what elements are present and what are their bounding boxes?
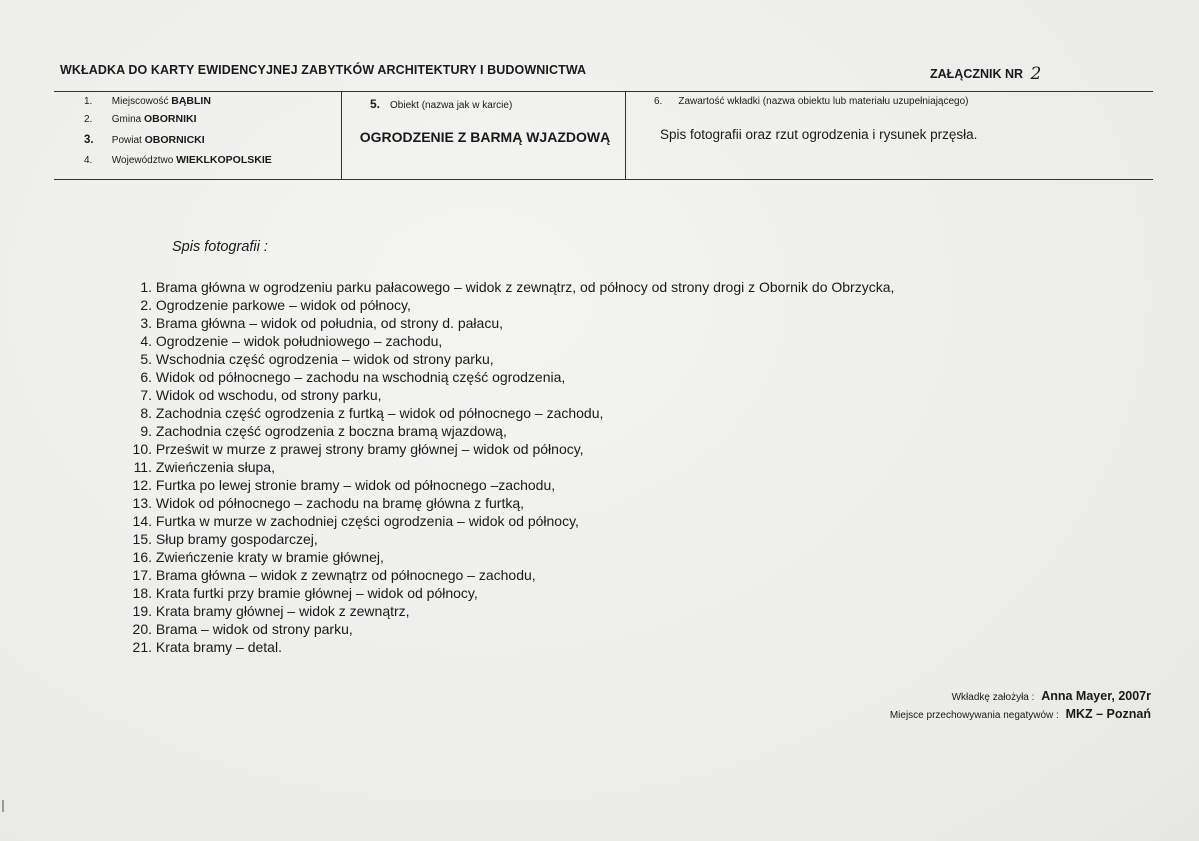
list-item: [116, 350, 1076, 368]
storage-label: Miejsce przechowywania negatywów :: [889, 710, 1059, 721]
list-item-text: Zachodnia część ogrodzenia z furtką – widok od północnego – zachodu,: [155, 405, 604, 421]
list-item-number: 2.: [140, 297, 152, 313]
list-item: [116, 278, 1076, 296]
field-label: Miejscowość: [111, 96, 169, 107]
list-item-number: 19.: [132, 603, 152, 619]
contents-value: Spis fotografii oraz rzut ogrodzenia i rysunek przęsła.: [660, 127, 978, 142]
attachment-label: [930, 63, 1041, 83]
list-item-text: Furtka po lewej stronie bramy – widok od północnego –zachodu,: [155, 477, 556, 493]
list-item-text: Widok od wschodu, od strony parku,: [155, 387, 382, 403]
list-item-text: Zachodnia część ogrodzenia z boczna bramą wjazdową,: [155, 423, 507, 439]
list-item-number: 8.: [140, 405, 152, 421]
list-item-text: Brama główna w ogrodzeniu parku pałacowego – widok z zewnątrz, od północy od strony drogi z Obornik do Obrzycka,: [155, 279, 895, 295]
list-item: [116, 602, 1076, 620]
list-item-text: Brama główna – widok z zewnątrz od północnego – zachodu,: [155, 567, 536, 583]
storage-value: MKZ – Poznań: [1065, 707, 1151, 721]
photo-list: [116, 278, 1076, 656]
contents-label: [654, 96, 969, 107]
list-item: [116, 314, 1076, 332]
field-label: Województwo: [111, 155, 174, 166]
field-number: 4.: [84, 155, 93, 166]
list-item-text: Słup bramy gospodarczej,: [155, 531, 318, 547]
author-value: Anna Mayer, 2007r: [1041, 689, 1151, 703]
list-item: [116, 584, 1076, 602]
document-title: WKŁADKA DO KARTY EWIDENCYJNEJ ZABYTKÓW ARCHITEKTURY I BUDOWNICTWA: [60, 63, 587, 77]
list-item-number: 4.: [140, 333, 152, 349]
list-item: [116, 440, 1076, 458]
list-item-text: Krata furtki przy bramie głównej – widok od północy,: [155, 585, 478, 601]
list-item-text: Widok od północnego – zachodu na bramę główna z furtką,: [155, 495, 525, 511]
field-number: 6.: [654, 96, 663, 107]
list-item-number: 17.: [132, 567, 152, 583]
list-item-text: Krata bramy głównej – widok z zewnątrz,: [155, 603, 410, 619]
field-number: 3.: [84, 134, 94, 146]
list-item-text: Furtka w murze w zachodniej części ogrodzenia – widok od północy,: [155, 513, 579, 529]
field-number: 2.: [84, 114, 93, 125]
attachment-label-text: ZAŁĄCZNIK NR: [930, 67, 1024, 81]
list-item-number: 6.: [140, 369, 152, 385]
list-item-text: Prześwit w murze z prawej strony bramy głównej – widok od północy,: [155, 441, 584, 457]
column-divider: [341, 92, 342, 179]
field-label: Gmina: [111, 114, 142, 125]
list-item-number: 12.: [132, 477, 152, 493]
list-item-text: Widok od północnego – zachodu na wschodnią część ogrodzenia,: [155, 369, 566, 385]
list-item-number: 20.: [132, 621, 152, 637]
list-item: [116, 368, 1076, 386]
list-item: [116, 332, 1076, 350]
field-label: Zawartość wkładki (nazwa obiektu lub materiału uzupełniającego): [678, 96, 969, 107]
scan-edge-mark: [2, 800, 4, 812]
field-voivodeship: [84, 154, 272, 166]
list-item-number: 3.: [140, 315, 152, 331]
list-item: [116, 458, 1076, 476]
field-value: WIEKLKOPOLSKIE: [176, 154, 272, 166]
list-item-number: 1.: [140, 279, 152, 295]
list-item-number: 10.: [132, 441, 152, 457]
photo-list-heading: Spis fotografii :: [172, 239, 268, 255]
form-table: [54, 91, 1153, 180]
list-item-number: 16.: [132, 549, 152, 565]
list-item: [116, 512, 1076, 530]
list-item-text: Zwieńczenie kraty w bramie głównej,: [155, 549, 384, 565]
list-item-number: 21.: [132, 639, 152, 655]
field-commune: [84, 113, 197, 125]
list-item: [116, 620, 1076, 638]
field-value: BĄBLIN: [171, 95, 211, 107]
list-item-number: 11.: [133, 459, 152, 475]
list-item: [116, 404, 1076, 422]
field-number: 5.: [370, 97, 381, 111]
list-item: [116, 476, 1076, 494]
field-number: 1.: [84, 96, 93, 107]
field-county: [84, 134, 205, 146]
field-locality: [84, 95, 211, 107]
field-value: OBORNIKI: [144, 113, 197, 125]
list-item: [116, 530, 1076, 548]
list-item-number: 5.: [140, 351, 152, 367]
list-item-text: Ogrodzenie – widok południowego – zachodu,: [155, 333, 443, 349]
list-item-text: Ogrodzenie parkowe – widok od północy,: [155, 297, 411, 313]
list-item-number: 7.: [140, 387, 152, 403]
list-item: [116, 566, 1076, 584]
attachment-number: 2: [1030, 64, 1042, 84]
list-item-text: Brama główna – widok od połudn‌ia, od strony d. pałacu,: [155, 315, 503, 331]
list-item-number: 13.: [132, 495, 152, 511]
list-item-text: Brama – widok od strony parku,: [155, 621, 353, 637]
object-label: [370, 97, 512, 111]
list-item-text: Zwieńczenia słupa,: [155, 459, 275, 475]
list-item: [116, 494, 1076, 512]
list-item-text: Krata bramy – detal.: [155, 639, 282, 655]
author-label: Wkładkę założyła :: [951, 692, 1035, 703]
list-item: [116, 296, 1076, 314]
object-value: OGRODZENIE Z BARMĄ WJAZDOWĄ: [359, 129, 611, 145]
list-item: [116, 386, 1076, 404]
author-line: [952, 689, 1151, 703]
list-item: [116, 548, 1076, 566]
list-item: [116, 422, 1076, 440]
list-item-number: 15.: [132, 531, 152, 547]
storage-line: [890, 707, 1151, 721]
list-item-text: Wschodnia część ogrodzenia – widok od strony parku,: [155, 351, 494, 367]
list-item-number: 9.: [140, 423, 152, 439]
list-item: [116, 638, 1076, 656]
list-item-number: 18.: [132, 585, 152, 601]
list-item-number: 14.: [132, 513, 152, 529]
field-label: Powiat: [111, 135, 142, 146]
field-value: OBORNICKI: [144, 134, 205, 146]
field-label: Obiekt (nazwa jak w karcie): [390, 100, 513, 111]
